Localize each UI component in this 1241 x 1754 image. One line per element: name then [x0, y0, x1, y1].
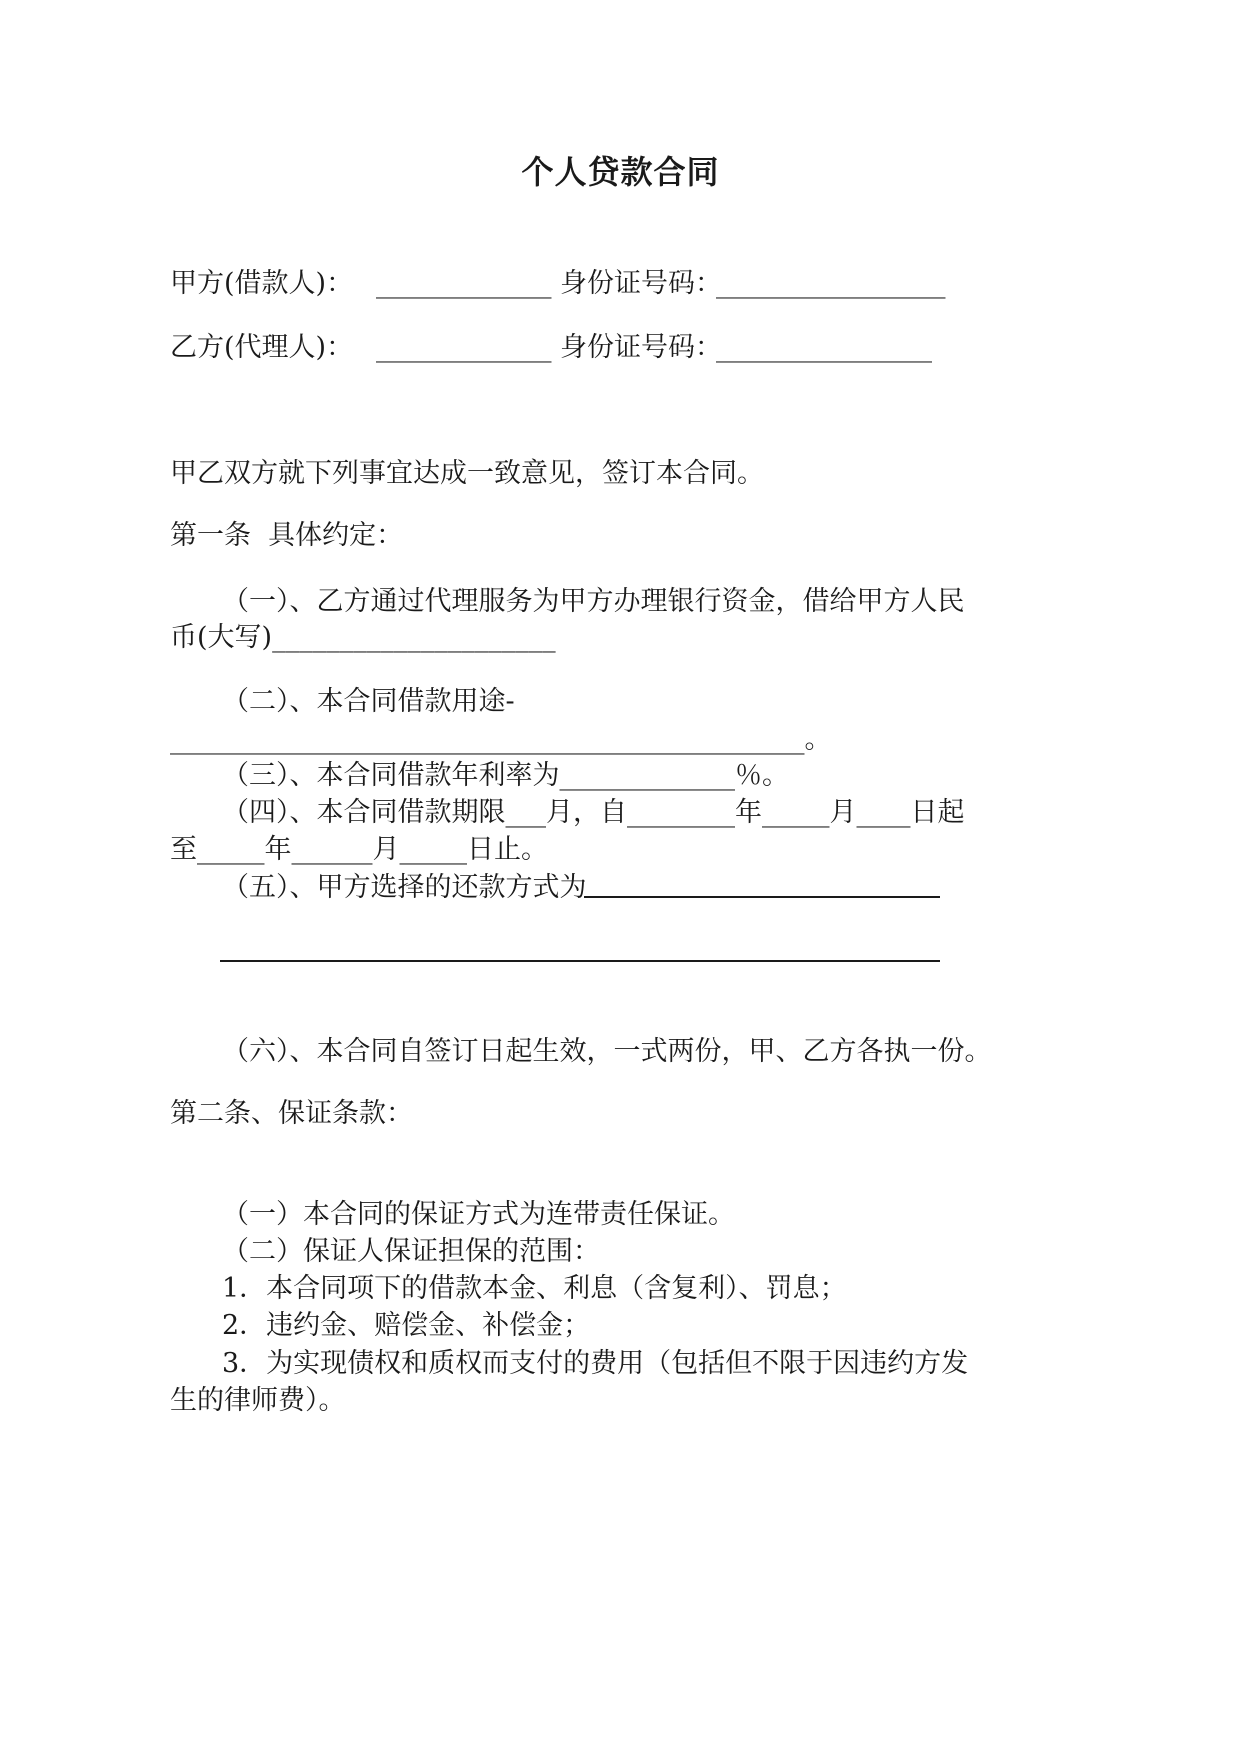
- party-b-id-blank[interactable]: ________________: [716, 332, 932, 363]
- document-title: 个人贷款合同: [521, 153, 720, 191]
- party-a-id-blank[interactable]: _________________: [716, 268, 946, 299]
- article-1-item-3: （三）、本合同借款年利率为_____________％。: [222, 760, 789, 791]
- article-2-sub-3-line-1: 3．为实现债权和质权而支付的费用（包括但不限于因违约方发: [222, 1348, 969, 1379]
- article-1-item-2-line-1: （二）、本合同借款用途-: [222, 686, 515, 717]
- intro-paragraph: 甲乙双方就下列事宜达成一致意见，签订本合同。: [170, 458, 764, 489]
- article-1-item-1-line-2: 币(大写)_____________________: [170, 622, 556, 653]
- party-a-label: 甲方(借款人)：: [170, 268, 354, 299]
- article-1-item-5: （五）、甲方选择的还款方式为: [222, 872, 587, 903]
- article-1-heading: 第一条 具体约定：: [170, 520, 404, 551]
- article-2-sub-3-line-2: 生的律师费）。: [170, 1385, 346, 1416]
- party-a-name-blank[interactable]: _____________: [376, 268, 552, 299]
- party-a-id-label: 身份证号码：: [560, 268, 722, 299]
- party-b-label: 乙方(代理人)：: [170, 332, 354, 363]
- article-2-sub-2: 2．违约金、赔偿金、补偿金；: [222, 1310, 591, 1341]
- party-b-id-label: 身份证号码：: [560, 332, 722, 363]
- repayment-method-underline[interactable]: [584, 896, 940, 898]
- article-2-heading: 第二条、保证条款：: [170, 1098, 413, 1129]
- party-b-name-blank[interactable]: _____________: [376, 332, 552, 363]
- article-1-item-4-line-2: 至_____年______月_____日止。: [170, 834, 548, 865]
- article-1-item-1-line-1: （一）、乙方通过代理服务为甲方办理银行资金，借给甲方人民: [222, 586, 965, 617]
- repayment-method-underline-2[interactable]: [220, 960, 940, 962]
- article-2-item-2: （二）保证人保证担保的范围：: [222, 1236, 600, 1267]
- article-1-item-4-line-1: （四）、本合同借款期限___月，自________年_____月____日起: [222, 797, 965, 828]
- article-2-item-1: （一）本合同的保证方式为连带责任保证。: [222, 1199, 735, 1230]
- article-2-sub-1: 1．本合同项下的借款本金、利息（含复利）、罚息；: [222, 1273, 847, 1304]
- article-1-item-6: （六）、本合同自签订日起生效，一式两份，甲、乙方各执一份。: [222, 1036, 992, 1067]
- article-1-item-2-line-2: _______________________________________________。: [170, 724, 832, 755]
